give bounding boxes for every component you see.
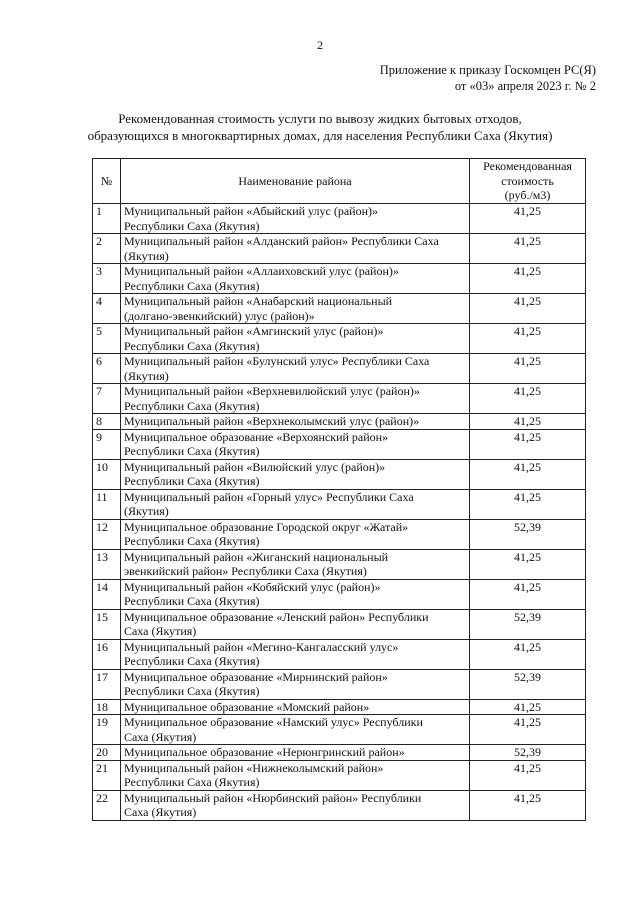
row-district-name <box>120 745 469 761</box>
row-district-name <box>120 489 469 519</box>
row-number: 3 <box>93 264 121 294</box>
row-cost: 41,25 <box>470 549 586 579</box>
row-district-name <box>120 459 469 489</box>
row-number: 8 <box>93 414 121 430</box>
table-header-row <box>93 159 586 204</box>
district-name-line-1: Муниципальное образование «Верхоянский район» <box>123 429 389 444</box>
row-district-name <box>120 429 469 459</box>
row-cost: 52,39 <box>470 745 586 761</box>
district-name-line-1: Муниципальный район «Вилюйский улус (район)» <box>123 459 386 474</box>
table-row <box>93 264 586 294</box>
row-district-name <box>120 519 469 549</box>
district-name-line-2: эвенкийский район» Республики Саха (Якутия) <box>123 564 367 578</box>
row-cost: 41,25 <box>470 760 586 790</box>
document-title-line-2: образующихся в многоквартирных домах, для населения Республики Саха (Якутия) <box>87 128 553 143</box>
row-number: 21 <box>93 760 121 790</box>
row-district-name <box>120 579 469 609</box>
row-district-name <box>120 204 469 234</box>
district-name-line-2: Республики Саха (Якутия) <box>123 594 260 608</box>
table-row <box>93 294 586 324</box>
table-row <box>93 459 586 489</box>
row-number: 5 <box>93 324 121 354</box>
district-name-line-1: Муниципальный район «Аллаиховский улус (район)» <box>123 264 399 278</box>
district-name-line-2: Республики Саха (Якутия) <box>123 278 260 293</box>
district-name-line-1: Муниципальный район «Верхневилюйский улус (район)» <box>123 384 420 398</box>
district-name-line-1: Муниципальный район «Анабарский национальный <box>123 294 393 308</box>
table-row <box>93 384 586 414</box>
row-number: 15 <box>93 609 121 639</box>
row-number: 10 <box>93 459 121 489</box>
district-name-line-1: Муниципальный район «Булунский улус» Республики Саха <box>123 354 430 368</box>
table-row <box>93 790 586 820</box>
row-cost: 41,25 <box>470 489 586 519</box>
appendix-line-1: Приложение к приказу Госкомцен РС(Я) <box>379 63 596 77</box>
row-district-name <box>120 639 469 669</box>
row-district-name <box>120 264 469 294</box>
table-row <box>93 549 586 579</box>
row-cost: 41,25 <box>470 204 586 234</box>
table-row <box>93 669 586 699</box>
district-name-line-1: Муниципальный район «Мегино-Кангаласский улус» <box>123 639 399 654</box>
row-cost: 41,25 <box>470 639 586 669</box>
table-row <box>93 414 586 430</box>
district-name-line-2: (Якутия) <box>123 248 169 263</box>
appendix-note <box>380 62 596 94</box>
row-number: 18 <box>93 699 121 715</box>
district-name-line-1: Муниципальное образование Городской округ «Жатай» <box>123 519 409 534</box>
district-name-line-2: Республики Саха (Якутия) <box>123 398 260 413</box>
row-number: 2 <box>93 234 121 264</box>
row-cost: 52,39 <box>470 609 586 639</box>
row-district-name <box>120 324 469 354</box>
districts-cost-table <box>92 158 586 821</box>
row-number: 19 <box>93 715 121 745</box>
table-row <box>93 519 586 549</box>
district-name-line-2: Республики Саха (Якутия) <box>123 684 260 698</box>
header-cost-line-2: стоимость <box>501 173 554 188</box>
district-name-line-2: Саха (Якутия) <box>123 805 197 819</box>
row-cost: 41,25 <box>470 699 586 715</box>
row-cost: 41,25 <box>470 414 586 430</box>
row-number: 20 <box>93 745 121 761</box>
district-name-line-1: Муниципальный район «Абыйский улус (район)» <box>123 204 378 218</box>
header-number: № <box>93 159 121 204</box>
district-name-line-2: (Якутия) <box>123 368 169 383</box>
district-name-line-1: Муниципальный район «Жиганский национальный <box>123 549 389 564</box>
row-district-name <box>120 609 469 639</box>
row-cost: 41,25 <box>470 324 586 354</box>
table-row <box>93 579 586 609</box>
header-cost-line-1: Рекомендованная <box>483 159 572 174</box>
district-name-line-2: Республики Саха (Якутия) <box>123 654 260 668</box>
district-name-line-1: Муниципальное образование «Ленский район» Республики <box>123 609 429 624</box>
row-district-name <box>120 414 469 430</box>
row-number: 6 <box>93 354 121 384</box>
district-name-line-2: (долгано-эвенкийский) улус (район)» <box>123 308 315 323</box>
row-number: 17 <box>93 669 121 699</box>
district-name-line-2: Республики Саха (Якутия) <box>123 474 260 488</box>
row-district-name <box>120 715 469 745</box>
district-name-line-2: Республики Саха (Якутия) <box>123 444 260 458</box>
district-name-line-2: Республики Саха (Якутия) <box>123 775 260 789</box>
row-cost: 41,25 <box>470 579 586 609</box>
district-name-line-2: Саха (Якутия) <box>123 729 197 744</box>
table-row <box>93 609 586 639</box>
table-row <box>93 760 586 790</box>
row-number: 9 <box>93 429 121 459</box>
row-cost: 52,39 <box>470 519 586 549</box>
row-district-name <box>120 354 469 384</box>
district-name-line-1: Муниципальный район «Горный улус» Республики Саха <box>123 489 414 504</box>
district-name-line-1: Муниципальное образование «Момский район» <box>123 699 370 714</box>
row-cost: 41,25 <box>470 790 586 820</box>
table-row <box>93 699 586 715</box>
row-cost: 41,25 <box>470 264 586 294</box>
row-number: 16 <box>93 639 121 669</box>
table-row <box>93 234 586 264</box>
header-cost-line-3: (руб./м3) <box>504 188 551 203</box>
header-district-name: Наименование района <box>120 159 469 204</box>
district-name-line-2: Республики Саха (Якутия) <box>123 534 260 548</box>
row-number: 12 <box>93 519 121 549</box>
district-name-line-1: Муниципальный район «Верхнеколымский улус (район)» <box>123 414 420 428</box>
row-cost: 41,25 <box>470 715 586 745</box>
row-number: 22 <box>93 790 121 820</box>
row-district-name <box>120 294 469 324</box>
row-cost: 41,25 <box>470 234 586 264</box>
row-district-name <box>120 669 469 699</box>
row-cost: 52,39 <box>470 669 586 699</box>
page-number: 2 <box>317 38 323 52</box>
table-row <box>93 204 586 234</box>
row-district-name <box>120 760 469 790</box>
district-name-line-1: Муниципальный район «Кобяйский улус (район)» <box>123 579 381 594</box>
row-district-name <box>120 384 469 414</box>
document-title <box>40 110 600 144</box>
header-cost <box>470 159 586 204</box>
row-cost: 41,25 <box>470 459 586 489</box>
row-number: 7 <box>93 384 121 414</box>
table-row <box>93 354 586 384</box>
appendix-line-2: от «03» апреля 2023 г. № 2 <box>454 79 596 93</box>
district-name-line-2: Республики Саха (Якутия) <box>123 218 260 233</box>
table-row <box>93 324 586 354</box>
table-body <box>93 204 586 821</box>
row-number: 11 <box>93 489 121 519</box>
row-district-name <box>120 549 469 579</box>
row-cost: 41,25 <box>470 354 586 384</box>
row-district-name <box>120 790 469 820</box>
row-cost: 41,25 <box>470 294 586 324</box>
row-number: 14 <box>93 579 121 609</box>
district-name-line-1: Муниципальное образование «Мирнинский район» <box>123 669 388 684</box>
district-name-line-2: Республики Саха (Якутия) <box>123 338 260 353</box>
district-name-line-2: Саха (Якутия) <box>123 624 197 638</box>
row-district-name <box>120 699 469 715</box>
table-row <box>93 715 586 745</box>
district-name-line-1: Муниципальный район «Амгинский улус (район)» <box>123 324 384 338</box>
row-cost: 41,25 <box>470 384 586 414</box>
row-district-name <box>120 234 469 264</box>
document-title-line-1: Рекомендованная стоимость услуги по вывозу жидких бытовых отходов, <box>118 111 522 126</box>
row-number: 1 <box>93 204 121 234</box>
district-name-line-1: Муниципальный район «Алданский район» Республики Саха <box>123 234 439 248</box>
table-row <box>93 745 586 761</box>
row-cost: 41,25 <box>470 429 586 459</box>
district-name-line-1: Муниципальное образование «Намский улус» Республики <box>123 715 423 729</box>
district-name-line-1: Муниципальный район «Нюрбинский район» Республики <box>123 790 422 805</box>
table-row <box>93 639 586 669</box>
table-row <box>93 429 586 459</box>
district-name-line-1: Муниципальный район «Нижнеколымский район» <box>123 760 384 775</box>
district-name-line-1: Муниципальное образование «Нерюнгринский район» <box>123 745 405 759</box>
row-number: 4 <box>93 294 121 324</box>
table-row <box>93 489 586 519</box>
district-name-line-2: (Якутия) <box>123 504 169 518</box>
row-number: 13 <box>93 549 121 579</box>
